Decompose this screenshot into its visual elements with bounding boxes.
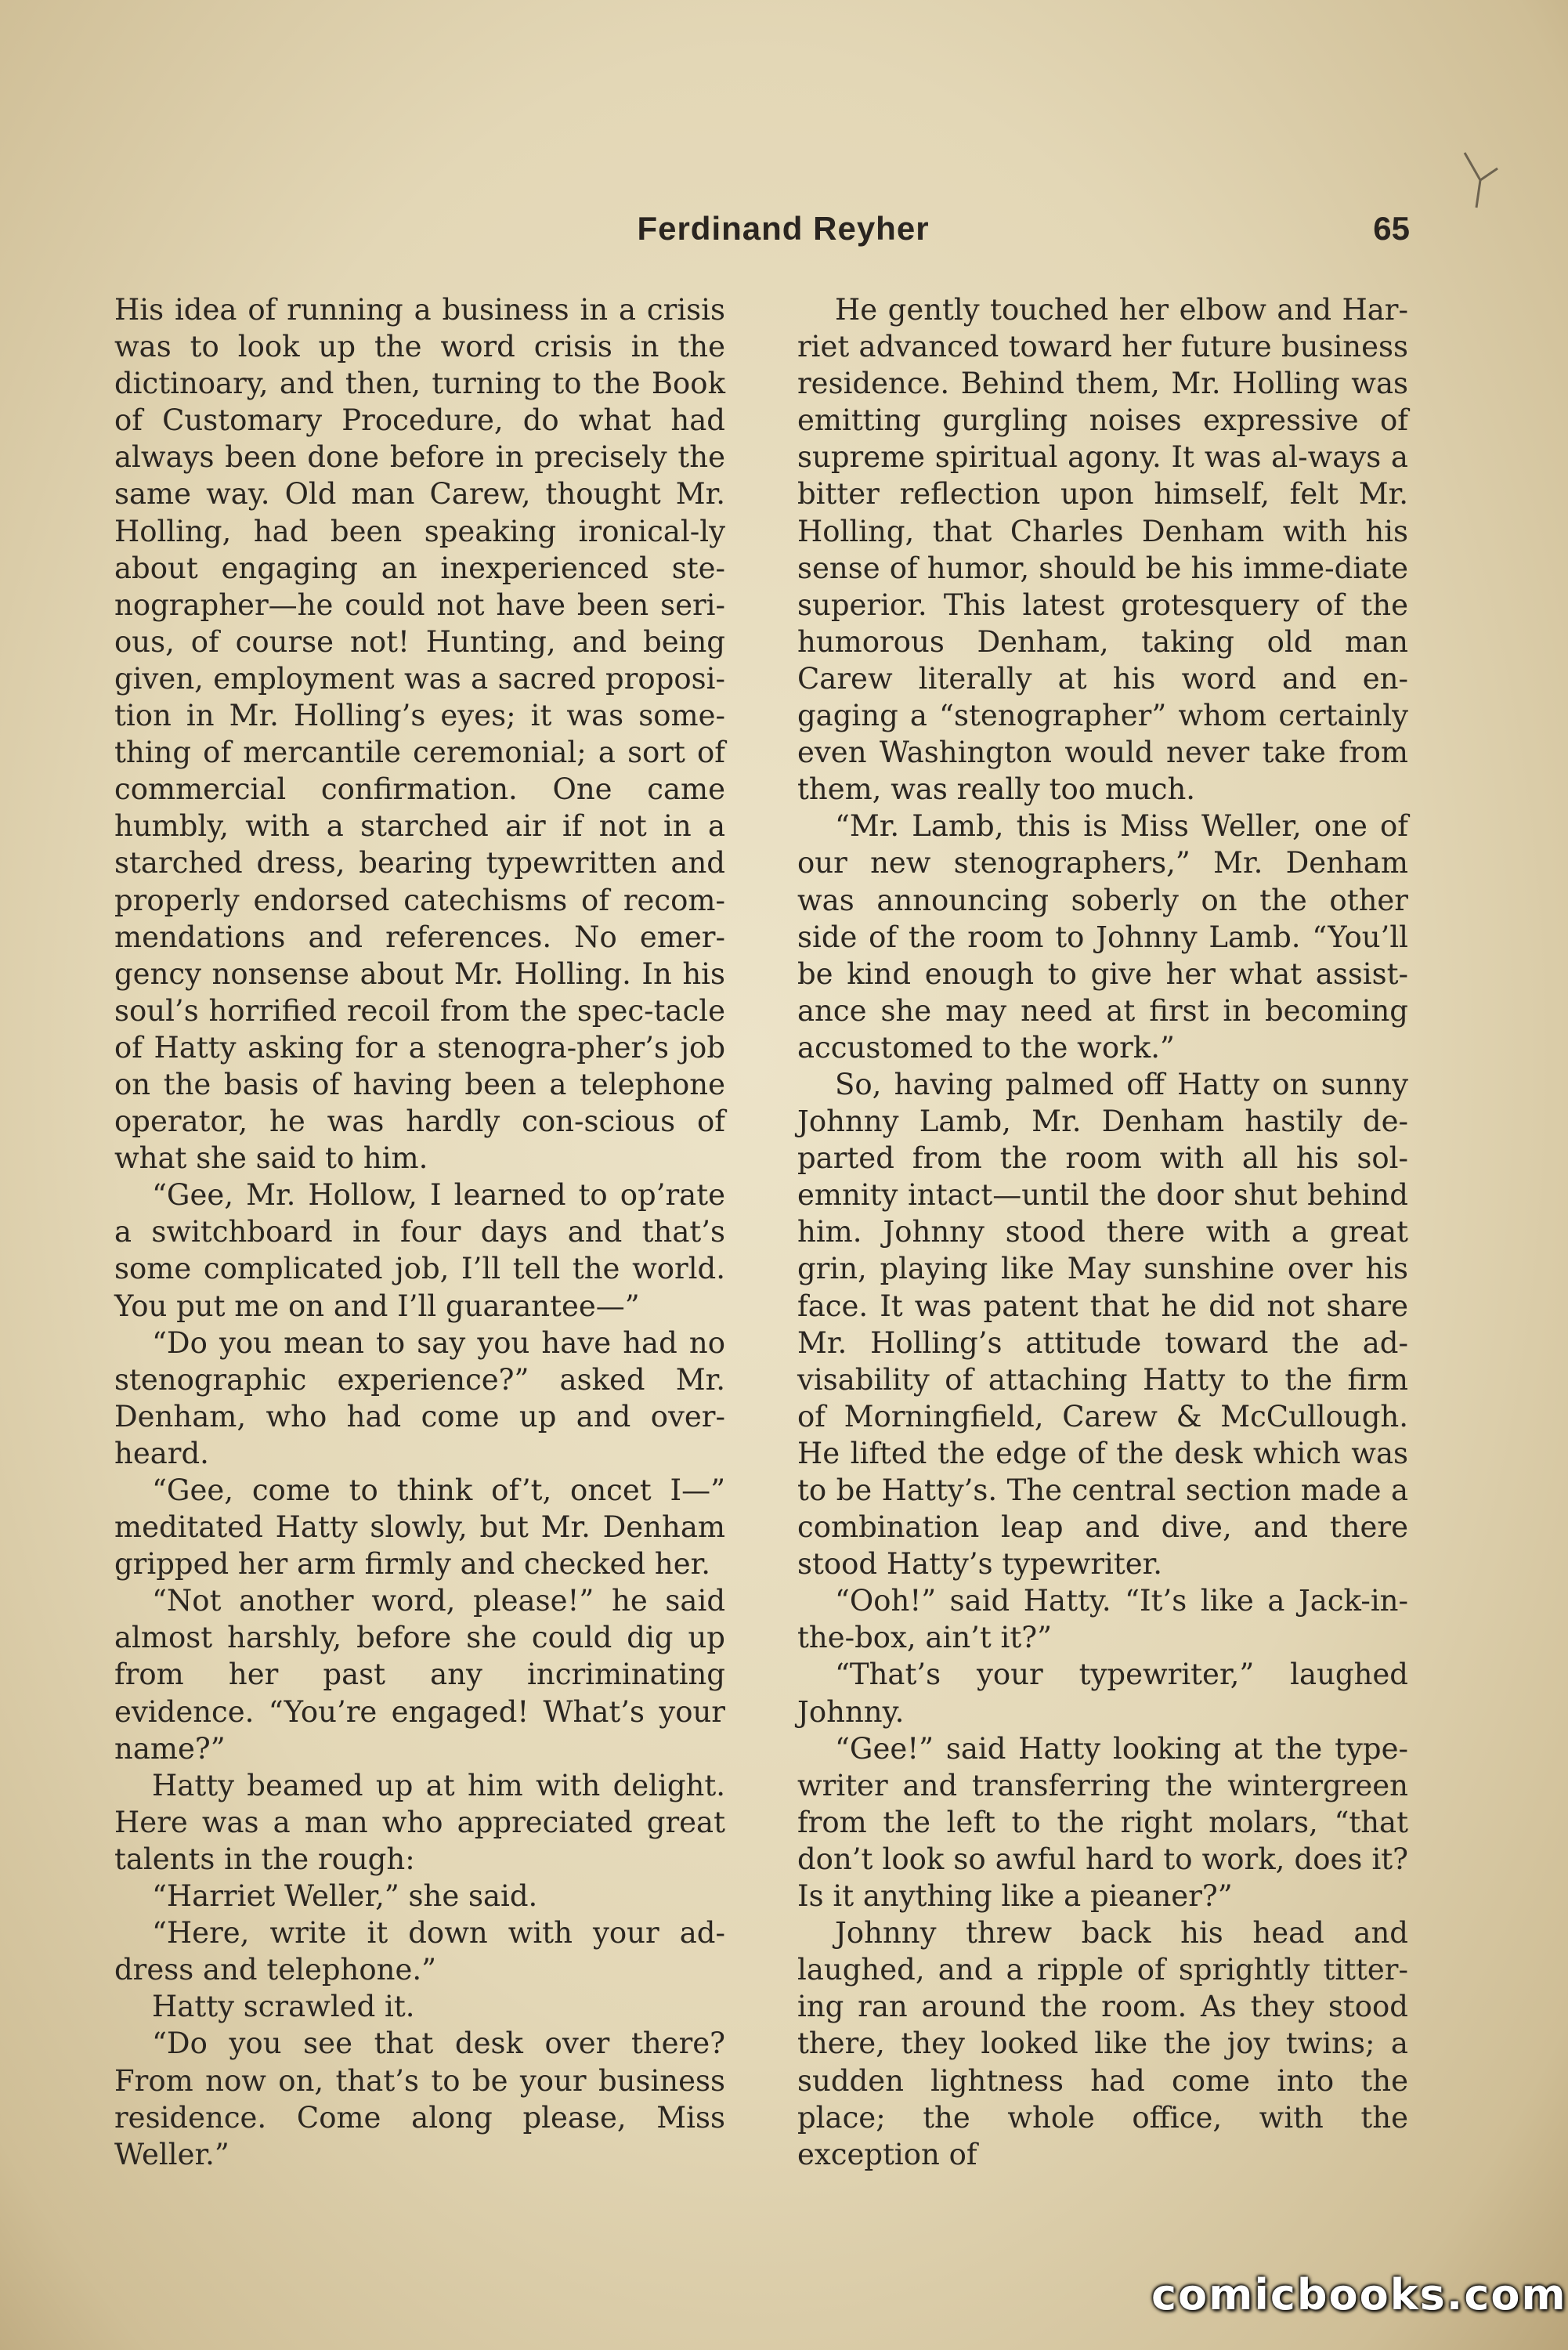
paragraph: “Gee, come to think of’t, oncet I—” meditated Hatty slowly, but Mr. Denham gripped her arm firmly and checked her. xyxy=(114,1473,725,1582)
paragraph: His idea of running a business in a crisis was to look up the word crisis in the dictinoary, and then, turning to the Book of Customary Procedure, do what had always been done before in precisely the same way. Old man Carew, thought Mr. Holling, had been speaking ironical-ly about engaging an inexperienced ste-nographer—he could not have been seri-ous, of course not! Hunting, and being given, employment was a sacred proposi-tion in Mr. Holling’s eyes; it was some-thing of mercantile ceremonial; a sort of commercial confirmation. One came humbly, with a starched air if not in a starched dress, bearing typewritten and properly endorsed catechisms of recom-mendations and references. No emer-gency nonsense about Mr. Holling. In his soul’s horrified recoil from the spec-tacle of Hatty asking for a stenogra-pher’s job on the basis of having been a telephone operator, he was hardly con-scious of what she said to him. xyxy=(114,293,725,1176)
right-text-column xyxy=(797,291,1408,2173)
paragraph: He gently touched her elbow and Har-riet advanced toward her future business residence. Behind them, Mr. Holling was emitting gurgling noises expressive of supreme spiritual agony. It was al-ways a bitter reflection upon himself, felt Mr. Holling, that Charles Denham with his sense of humor, should be his imme-diate superior. This latest grotesquery of the humorous Denham, taking old man Carew literally at his word and en-gaging a “stenographer” whom certainly even Washington would never take from them, was really too much. xyxy=(797,293,1408,807)
paragraph: Johnny threw back his head and laughed, and a ripple of sprightly titter-ing ran around the room. As they stood there, they looked like the joy twins; a sudden lightness had come into the place; the whole office, with the exception of xyxy=(797,1916,1408,2171)
left-text-column xyxy=(114,291,725,2173)
paragraph: Hatty scrawled it. xyxy=(152,1990,415,2024)
paragraph: “Ooh!” said Hatty. “It’s like a Jack-in-the-box, ain’t it?” xyxy=(797,1584,1408,1655)
paragraph: “Do you mean to say you have had no stenographic experience?” asked Mr. Denham, who had come up and over-heard. xyxy=(114,1325,725,1470)
paragraph: “Gee, Mr. Hollow, I learned to op’rate a switchboard in four days and that’s some complicated job, I’ll tell the world. You put me on and I’ll guarantee—” xyxy=(114,1178,725,1323)
running-header-title: Ferdinand Reyher xyxy=(637,210,930,247)
paragraph: “Not another word, please!” he said almost harshly, before she could dig up from her past any incriminating evidence. “You’re engaged! What’s your name?” xyxy=(114,1584,725,1766)
paragraph: “That’s your typewriter,” laughed Johnny. xyxy=(797,1658,1408,1729)
paragraph: “Mr. Lamb, this is Miss Weller, one of our new stenographers,” Mr. Denham was announcing soberly on the other side of the room to Johnny Lamb. “You’ll be kind enough to give her what assist-ance she may need at first in becoming accustomed to the work.” xyxy=(797,809,1408,1065)
paragraph: “Here, write it down with your ad-dress and telephone.” xyxy=(114,1916,725,1987)
paragraph: “Gee!” said Hatty looking at the type-writer and transferring the wintergreen from the left to the right molars, “that don’t look so awful hard to work, does it? Is it anything like a pieaner?” xyxy=(797,1731,1408,1914)
paragraph: “Harriet Weller,” she said. xyxy=(152,1879,538,1914)
paragraph: “Do you see that desk over there? From now on, that’s to be your business residence. Come along please, Miss Weller.” xyxy=(114,2026,725,2171)
paragraph: Hatty beamed up at him with delight. Here was a man who appreciated great talents in the rough: xyxy=(114,1768,725,1876)
site-watermark: comicbooks.com xyxy=(1151,2270,1567,2319)
page-number: 65 xyxy=(1373,210,1410,247)
paragraph: So, having palmed off Hatty on sunny Johnny Lamb, Mr. Denham hastily de-parted from the room with all his sol-emnity intact—until the door shut behind him. Johnny stood there with a great grin, playing like May sunshine over his face. It was patent that he did not share Mr. Holling’s attitude toward the ad-visability of attaching Hatty to the firm of Morningfield, Carew & McCullough. He lifted the edge of the desk which was to be Hatty’s. The central section made a combination leap and dive, and there stood Hatty’s typewriter. xyxy=(797,1067,1408,1582)
paper-mark-icon xyxy=(1457,149,1504,212)
